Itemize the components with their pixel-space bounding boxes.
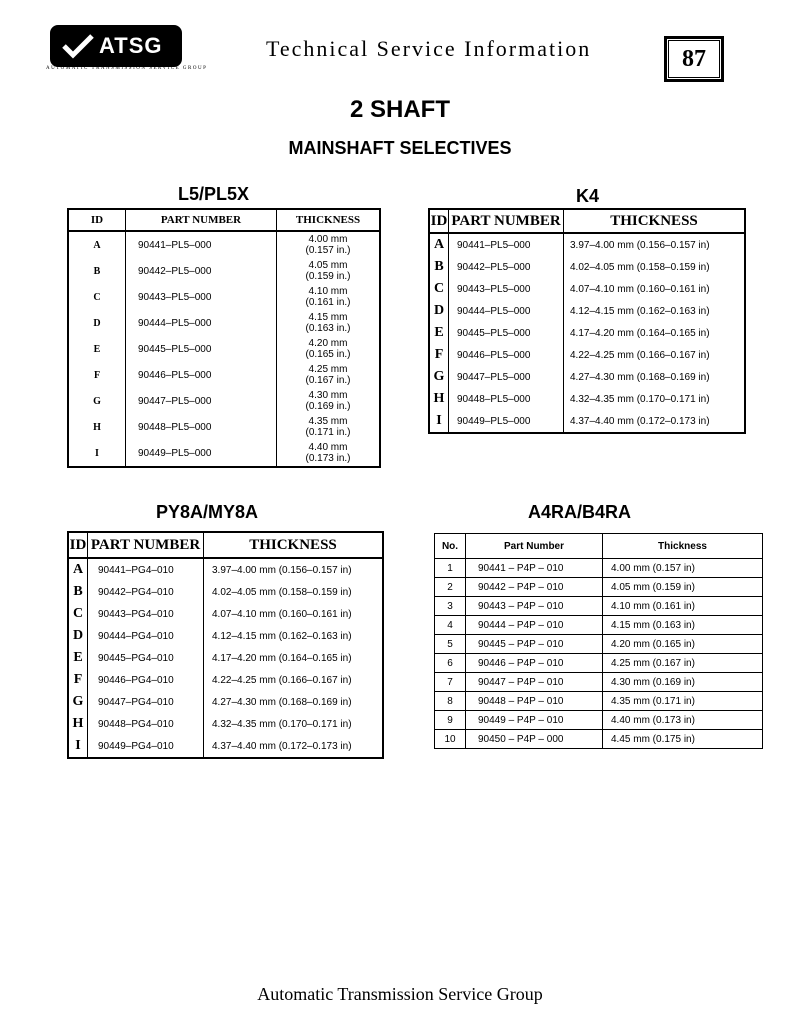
cell-thickness: 4.45 mm (0.175 in) — [603, 730, 763, 749]
cell-thickness — [277, 388, 381, 414]
table-header-row — [68, 209, 380, 231]
thickness-mm: 4.40 mm — [308, 442, 348, 453]
cell-id: G — [68, 691, 88, 713]
cell-id: A — [429, 233, 449, 256]
cell-thickness: 4.32–4.35 mm (0.170–0.171 in) — [204, 713, 384, 735]
cell-id: D — [68, 625, 88, 647]
cell-id: 10 — [435, 730, 466, 749]
table-row — [68, 231, 380, 258]
table-row — [68, 362, 380, 388]
cell-part-number: 90447–PG4–010 — [88, 691, 204, 713]
cell-part-number: 90441 – P4P – 010 — [466, 559, 603, 578]
cell-id: C — [68, 603, 88, 625]
table-row — [68, 414, 380, 440]
logo-badge — [50, 25, 182, 67]
cell-thickness: 4.05 mm (0.159 in) — [603, 578, 763, 597]
cell-id: I — [68, 735, 88, 758]
cell-part-number: 90444 – P4P – 010 — [466, 616, 603, 635]
cell-thickness: 4.15 mm (0.163 in) — [603, 616, 763, 635]
cell-id: 4 — [435, 616, 466, 635]
table-row — [435, 711, 763, 730]
cell-part-number: 90446–PL5–000 — [126, 362, 277, 388]
thickness-inch: (0.169 in.) — [305, 401, 351, 412]
cell-part-number: 90445 – P4P – 010 — [466, 635, 603, 654]
thickness-inch: (0.159 in.) — [305, 271, 351, 282]
table-row — [68, 691, 383, 713]
section-title-k4: K4 — [576, 186, 600, 206]
thickness-inch: (0.173 in.) — [305, 453, 351, 464]
table-row — [68, 581, 383, 603]
cell-part-number: 90449 – P4P – 010 — [466, 711, 603, 730]
cell-thickness — [277, 231, 381, 258]
cell-thickness: 4.10 mm (0.161 in) — [603, 597, 763, 616]
cell-part-number: 90441–PG4–010 — [88, 558, 204, 581]
cell-part-number: 90444–PG4–010 — [88, 625, 204, 647]
py8a-selectives-table — [67, 531, 384, 759]
table-row — [435, 616, 763, 635]
cell-part-number: 90442–PG4–010 — [88, 581, 204, 603]
cell-thickness: 4.00 mm (0.157 in) — [603, 559, 763, 578]
cell-thickness — [277, 362, 381, 388]
cell-thickness: 4.22–4.25 mm (0.166–0.167 in) — [204, 669, 384, 691]
section-title-py8a: PY8A/MY8A — [156, 502, 259, 522]
table-row — [68, 310, 380, 336]
cell-id: B — [68, 581, 88, 603]
table-row — [435, 692, 763, 711]
thickness-mm: 4.30 mm — [308, 390, 348, 401]
cell-id: C — [68, 284, 126, 310]
cell-id: E — [429, 322, 449, 344]
cell-part-number: 90447–PL5–000 — [449, 366, 564, 388]
column-header: THICKNESS — [564, 209, 746, 233]
cell-id: 9 — [435, 711, 466, 730]
table-header-row — [429, 209, 745, 233]
cell-id: I — [68, 440, 126, 467]
a4ra-selectives-table — [434, 533, 763, 749]
table-row — [68, 284, 380, 310]
cell-part-number: 90443 – P4P – 010 — [466, 597, 603, 616]
cell-id: 5 — [435, 635, 466, 654]
table-row — [68, 735, 383, 758]
table-row — [68, 258, 380, 284]
table-row — [435, 730, 763, 749]
table-row — [68, 647, 383, 669]
cell-thickness — [277, 440, 381, 467]
checkmark-icon — [61, 33, 95, 59]
logo-tagline: AUTOMATIC TRANSMISSION SERVICE GROUP — [46, 66, 208, 71]
page-number-box — [664, 36, 724, 82]
table-row — [435, 559, 763, 578]
thickness-inch: (0.161 in.) — [305, 297, 351, 308]
table-row — [68, 440, 380, 467]
cell-id: G — [429, 366, 449, 388]
cell-id: B — [68, 258, 126, 284]
cell-id: G — [68, 388, 126, 414]
cell-id: A — [68, 558, 88, 581]
cell-id: H — [429, 388, 449, 410]
sub-title: MAINSHAFT SELECTIVES — [288, 138, 512, 158]
cell-id: 1 — [435, 559, 466, 578]
thickness-inch: (0.165 in.) — [305, 349, 351, 360]
page-number: 87 — [668, 40, 720, 78]
cell-id: B — [429, 256, 449, 278]
cell-id: F — [68, 669, 88, 691]
cell-thickness: 4.07–4.10 mm (0.160–0.161 in) — [204, 603, 384, 625]
table-row — [429, 278, 745, 300]
logo-text: ATSG — [99, 33, 163, 58]
cell-part-number: 90448–PG4–010 — [88, 713, 204, 735]
column-header: PART NUMBER — [88, 532, 204, 558]
thickness-inch: (0.163 in.) — [305, 323, 351, 334]
cell-thickness: 4.12–4.15 mm (0.162–0.163 in) — [204, 625, 384, 647]
thickness-inch: (0.157 in.) — [305, 245, 351, 256]
cell-id: E — [68, 647, 88, 669]
cell-id: 7 — [435, 673, 466, 692]
section-title-l5: L5/PL5X — [178, 184, 250, 204]
column-header: No. — [435, 534, 466, 559]
cell-part-number: 90448–PL5–000 — [126, 414, 277, 440]
thickness-mm: 4.05 mm — [308, 260, 348, 271]
cell-id: 2 — [435, 578, 466, 597]
cell-thickness: 3.97–4.00 mm (0.156–0.157 in) — [564, 233, 746, 256]
cell-part-number: 90448–PL5–000 — [449, 388, 564, 410]
cell-part-number: 90446–PG4–010 — [88, 669, 204, 691]
cell-part-number: 90443–PL5–000 — [126, 284, 277, 310]
table-row — [68, 669, 383, 691]
cell-thickness: 4.25 mm (0.167 in) — [603, 654, 763, 673]
section-title-a4ra: A4RA/B4RA — [528, 502, 632, 522]
column-header: ID — [429, 209, 449, 233]
cell-thickness: 4.30 mm (0.169 in) — [603, 673, 763, 692]
cell-part-number: 90441–PL5–000 — [449, 233, 564, 256]
cell-id: 3 — [435, 597, 466, 616]
table-row — [435, 654, 763, 673]
table-row — [435, 578, 763, 597]
table-header-row — [68, 532, 383, 558]
table-row — [435, 673, 763, 692]
table-row — [429, 344, 745, 366]
cell-part-number: 90443–PG4–010 — [88, 603, 204, 625]
cell-part-number: 90445–PL5–000 — [449, 322, 564, 344]
column-header: PART NUMBER — [449, 209, 564, 233]
column-header: PART NUMBER — [126, 209, 277, 231]
cell-thickness: 3.97–4.00 mm (0.156–0.157 in) — [204, 558, 384, 581]
cell-thickness: 4.27–4.30 mm (0.168–0.169 in) — [204, 691, 384, 713]
main-title: 2 SHAFT — [349, 96, 450, 123]
cell-thickness: 4.22–4.25 mm (0.166–0.167 in) — [564, 344, 746, 366]
cell-part-number: 90443–PL5–000 — [449, 278, 564, 300]
cell-thickness: 4.02–4.05 mm (0.158–0.159 in) — [204, 581, 384, 603]
cell-id: F — [429, 344, 449, 366]
cell-id: 8 — [435, 692, 466, 711]
cell-part-number: 90445–PG4–010 — [88, 647, 204, 669]
table-row — [429, 322, 745, 344]
table-row — [429, 300, 745, 322]
cell-id: I — [429, 410, 449, 433]
column-header: THICKNESS — [277, 209, 381, 231]
table-row — [429, 366, 745, 388]
cell-id: C — [429, 278, 449, 300]
cell-part-number: 90444–PL5–000 — [449, 300, 564, 322]
cell-thickness — [277, 258, 381, 284]
cell-part-number: 90449–PL5–000 — [449, 410, 564, 433]
column-header: ID — [68, 209, 126, 231]
table-row — [68, 558, 383, 581]
cell-id: H — [68, 414, 126, 440]
thickness-mm: 4.10 mm — [308, 286, 348, 297]
column-header: ID — [68, 532, 88, 558]
thickness-mm: 4.20 mm — [308, 338, 348, 349]
cell-part-number: 90450 – P4P – 000 — [466, 730, 603, 749]
cell-thickness: 4.17–4.20 mm (0.164–0.165 in) — [564, 322, 746, 344]
cell-id: A — [68, 231, 126, 258]
cell-thickness: 4.12–4.15 mm (0.162–0.163 in) — [564, 300, 746, 322]
cell-thickness — [277, 336, 381, 362]
cell-thickness: 4.07–4.10 mm (0.160–0.161 in) — [564, 278, 746, 300]
table-row — [68, 388, 380, 414]
thickness-mm: 4.35 mm — [308, 416, 348, 427]
thickness-mm: 4.15 mm — [308, 312, 348, 323]
thickness-inch: (0.171 in.) — [305, 427, 351, 438]
table-row — [429, 256, 745, 278]
cell-part-number: 90449–PG4–010 — [88, 735, 204, 758]
cell-part-number: 90442 – P4P – 010 — [466, 578, 603, 597]
atsg-logo — [50, 25, 180, 65]
cell-part-number: 90441–PL5–000 — [126, 231, 277, 258]
cell-thickness: 4.32–4.35 mm (0.170–0.171 in) — [564, 388, 746, 410]
cell-thickness: 4.20 mm (0.165 in) — [603, 635, 763, 654]
thickness-inch: (0.167 in.) — [305, 375, 351, 386]
cell-part-number: 90449–PL5–000 — [126, 440, 277, 467]
table-row — [429, 233, 745, 256]
cell-id: H — [68, 713, 88, 735]
cell-thickness: 4.37–4.40 mm (0.172–0.173 in) — [564, 410, 746, 433]
cell-thickness: 4.40 mm (0.173 in) — [603, 711, 763, 730]
table-row — [429, 388, 745, 410]
cell-thickness: 4.35 mm (0.171 in) — [603, 692, 763, 711]
cell-thickness — [277, 310, 381, 336]
table-row — [435, 597, 763, 616]
cell-part-number: 90447 – P4P – 010 — [466, 673, 603, 692]
cell-id: D — [68, 310, 126, 336]
cell-id: E — [68, 336, 126, 362]
cell-thickness — [277, 284, 381, 310]
header-title: Technical Service Information — [266, 36, 592, 61]
table-row — [68, 336, 380, 362]
cell-part-number: 90444–PL5–000 — [126, 310, 277, 336]
table-row — [68, 603, 383, 625]
cell-part-number: 90448 – P4P – 010 — [466, 692, 603, 711]
table-row — [435, 635, 763, 654]
table-header-row — [435, 534, 763, 559]
cell-part-number: 90442–PL5–000 — [126, 258, 277, 284]
table-row — [429, 410, 745, 433]
cell-id: 6 — [435, 654, 466, 673]
cell-part-number: 90445–PL5–000 — [126, 336, 277, 362]
cell-part-number: 90446–PL5–000 — [449, 344, 564, 366]
k4-selectives-table — [428, 208, 746, 434]
l5-selectives-table — [67, 208, 381, 468]
column-header: Thickness — [603, 534, 763, 559]
footer: Automatic Transmission Service Group — [257, 984, 543, 1004]
thickness-mm: 4.00 mm — [308, 234, 348, 245]
cell-part-number: 90447–PL5–000 — [126, 388, 277, 414]
cell-thickness: 4.37–4.40 mm (0.172–0.173 in) — [204, 735, 384, 758]
cell-id: F — [68, 362, 126, 388]
table-row — [68, 713, 383, 735]
cell-thickness: 4.02–4.05 mm (0.158–0.159 in) — [564, 256, 746, 278]
cell-thickness: 4.27–4.30 mm (0.168–0.169 in) — [564, 366, 746, 388]
thickness-mm: 4.25 mm — [308, 364, 348, 375]
cell-part-number: 90446 – P4P – 010 — [466, 654, 603, 673]
cell-thickness: 4.17–4.20 mm (0.164–0.165 in) — [204, 647, 384, 669]
column-header: THICKNESS — [204, 532, 384, 558]
cell-thickness — [277, 414, 381, 440]
column-header: Part Number — [466, 534, 603, 559]
cell-id: D — [429, 300, 449, 322]
cell-part-number: 90442–PL5–000 — [449, 256, 564, 278]
table-row — [68, 625, 383, 647]
